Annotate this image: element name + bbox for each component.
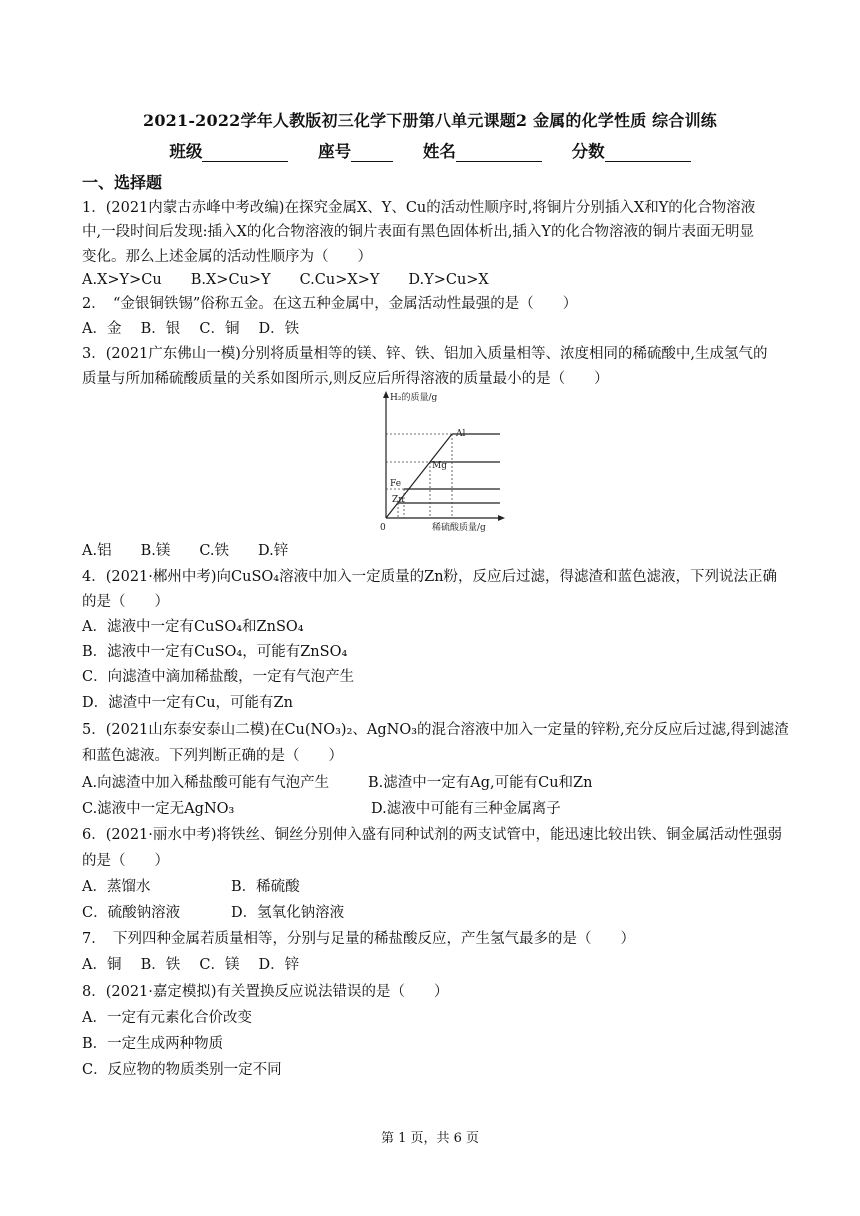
- x-axis-arrow: [498, 515, 505, 521]
- question-5-option-d: D.滤液中可能有三种金属离子: [371, 801, 561, 817]
- question-2-line-1: 2． “金银铜铁锡”俗称五金。在这五种金属中，金属活动性最强的是（ ）: [82, 296, 578, 312]
- question-3-line-1: 3．(2021广东佛山一模)分别将质量相等的镁、锌、铁、铝加入质量相等、浓度相同的稀硫酸中,生成氢气的: [82, 346, 768, 362]
- question-4-option-b: B．滤液中一定有CuSO₄，可能有ZnSO₄: [82, 644, 348, 660]
- y-axis-arrow: [383, 391, 389, 398]
- question-2-options: A．金 B．银 C．铜 D．铁: [82, 321, 300, 337]
- question-1-line-3: 变化。那么上述金属的活动性顺序为（ ）: [82, 249, 372, 265]
- question-1-line-2: 中,一段时间后发现:插入X的化合物溶液的铜片表面有黑色固体析出,插入Y的化合物溶液的铜片表面无明显: [82, 224, 754, 240]
- question-8-option-b: B．一定生成两种物质: [82, 1036, 224, 1052]
- question-6-option-d: D．氢氧化钠溶液: [231, 905, 345, 921]
- question-6-line-1: 6．(2021·丽水中考)将铁丝、铜丝分别伸入盛有同种试剂的两支试管中，能迅速比较出铁、铜金属活动性强弱: [82, 827, 783, 843]
- question-1-line-1: 1．(2021内蒙古赤峰中考改编)在探究金属X、Y、Cu的活动性顺序时,将铜片分别插入X和Y的化合物溶液: [82, 200, 756, 216]
- x-axis-label: 稀硫酸质量/g: [432, 523, 486, 533]
- name-field[interactable]: 姓名: [423, 138, 542, 162]
- question-3-line-2: 质量与所加稀硫酸质量的关系如图所示,则反应后所得溶液的质量最小的是（ ）: [82, 371, 609, 387]
- label-zn: Zn: [392, 495, 405, 505]
- question-6-option-a: A．蒸馏水: [82, 879, 151, 895]
- label-al: Al: [456, 429, 466, 439]
- question-4-option-d: D．滤渣中一定有Cu，可能有Zn: [82, 695, 293, 711]
- question-4-line-2: 的是（ ）: [82, 594, 169, 610]
- seat-field[interactable]: 座号: [318, 138, 393, 162]
- label-fe: Fe: [390, 479, 402, 489]
- question-5-option-b: B.滤渣中一定有Ag,可能有Cu和Zn: [368, 775, 593, 791]
- question-5-option-c: C.滤液中一定无AgNO₃: [82, 801, 235, 817]
- question-5-line-1: 5．(2021山东泰安泰山二模)在Cu(NO₃)₂、AgNO₃的混合溶液中加入一定量的锌粉,充分反应后过滤,得到滤渣: [82, 722, 789, 738]
- origin-label: 0: [380, 523, 386, 533]
- question-1-options: A.X>Y>Cu B.X>Cu>Y C.Cu>X>Y D.Y>Cu>X: [82, 272, 489, 288]
- class-field[interactable]: 班级: [169, 138, 288, 162]
- question-5-option-a: A.向滤渣中加入稀盐酸可能有气泡产生: [82, 775, 330, 791]
- question-5-line-2: 和蓝色滤液。下列判断正确的是（ ）: [82, 748, 343, 764]
- question-4-line-1: 4．(2021·郴州中考)向CuSO₄溶液中加入一定质量的Zn粉，反应后过滤，得滤渣和蓝色滤液，下列说法正确: [82, 569, 778, 585]
- page-footer: 第 1 页，共 6 页: [380, 1131, 480, 1146]
- y-axis-label: H₂的质量/g: [390, 393, 438, 403]
- question-6-option-c: C．硫酸钠溶液: [82, 905, 181, 921]
- score-field[interactable]: 分数: [572, 138, 691, 162]
- question-3-options: A.铝 B.镁 C.铁 D.锌: [82, 543, 289, 559]
- question-8-line-1: 8．(2021·嘉定模拟)有关置换反应说法错误的是（ ）: [82, 984, 449, 1000]
- student-info-fields: [0, 138, 860, 162]
- question-8-option-a: A．一定有元素化合价改变: [82, 1010, 252, 1026]
- question-6-line-2: 的是（ ）: [82, 853, 169, 869]
- page-title: 2021-2022学年人教版初三化学下册第八单元课题2 金属的化学性质 综合训练: [143, 111, 717, 130]
- question-4-option-c: C．向滤渣中滴加稀盐酸，一定有气泡产生: [82, 669, 355, 685]
- question-8-option-c: C．反应物的物质类别一定不同: [82, 1062, 282, 1078]
- question-7-line-1: 7． 下列四种金属若质量相等，分别与足量的稀盐酸反应，产生氢气最多的是（ ）: [82, 931, 635, 947]
- question-6-option-b: B．稀硫酸: [231, 879, 300, 895]
- question-7-options: A．铜 B．铁 C．镁 D．锌: [82, 957, 300, 973]
- reaction-line: [386, 434, 452, 518]
- section-heading: 一、选择题: [82, 173, 163, 192]
- question-4-option-a: A．滤液中一定有CuSO₄和ZnSO₄: [82, 619, 304, 635]
- label-mg: Mg: [432, 461, 447, 471]
- hydrogen-mass-graph: [360, 388, 510, 536]
